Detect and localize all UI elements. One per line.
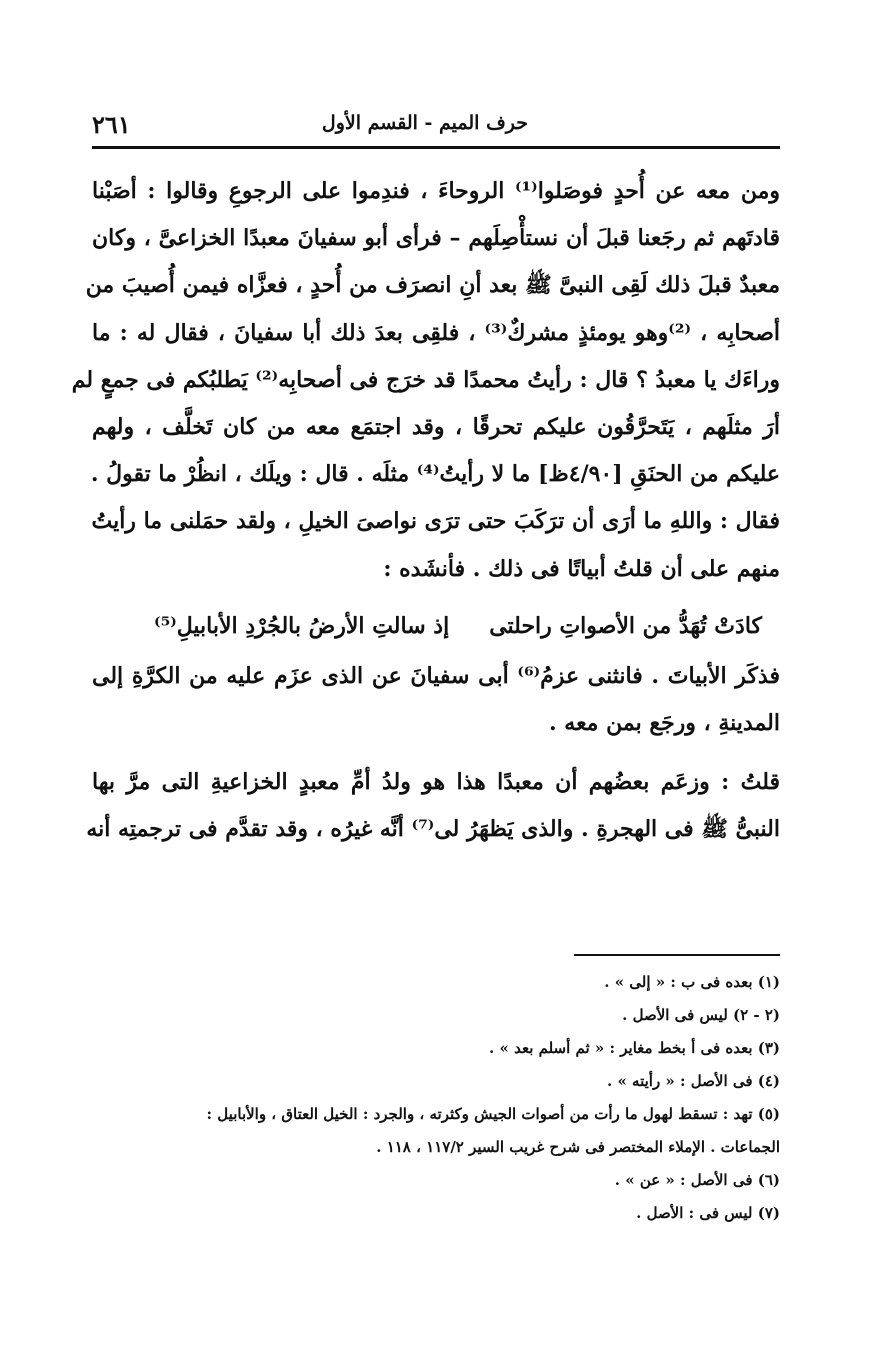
footnote-continuation: الجماعات . الإملاء المختصر فى شرح غريب السير ١١٧/٢ ، ١١٨ .: [376, 1138, 780, 1156]
text-line: النبىُّ ﷺ فى الهجرةِ . والذى يَظهَرُ لى⁽⁷⁾ أنَّه غيرُه ، وقد تقدَّم فى ترجمتِه أنه: [86, 816, 780, 843]
footnote-rule: [574, 954, 780, 956]
text-line: قلتُ : وزعَم بعضُهم أن معبدًا هذا هو ولدُ أمِّ معبدٍ الخزاعيةِ التى مرَّ بها: [92, 769, 780, 796]
text-line: فقال : واللهِ ما أرَى أن ترَكَبَ حتى ترَى نواصىَ الخيلِ ، ولقد حمَلنى ما رأيتُ: [91, 508, 780, 535]
running-title: حرف الميم - القسم الأول: [321, 112, 528, 134]
text-line: أرَ مثلَهم ، يَتَحرَّقُون عليكم تحرقًا ، وقد اجتمَع معه من كان تَخلَّف ، ولهم: [92, 413, 780, 440]
footnote: (١) بعده فى ب : « إلى » .: [604, 973, 780, 991]
verse-second-hemistich: إذ سالتِ الأرضُ بالجُرْدِ الأبابيلِ⁽⁵⁾: [154, 612, 450, 639]
footnote: (٧) ليس فى : الأصل .: [636, 1204, 780, 1222]
paragraph-1: [71, 168, 781, 593]
footnote: (٦) فى الأصل : « عن » .: [614, 1171, 780, 1189]
text-line: ومن معه عن أُحدٍ فوصَلوا⁽¹⁾ الروحاءَ ، فندِموا على الرجوعِ وقالوا : أصَبْنا: [92, 178, 780, 204]
paragraph-2: [92, 653, 780, 747]
text-line: المدينةِ ، ورجَع بمن معه .: [548, 709, 780, 736]
text-line: عليكم من الحنَقِ [٤/٩٠ظ] ما لا رأيتُ⁽⁴⁾ مثلَه . قال : ويلَك ، انظُرْ ما تقولُ .: [90, 461, 780, 488]
page-header: [92, 108, 780, 142]
paragraph-3: [86, 759, 780, 853]
text-line: قادتَهم ثم رجَعنا قبلَ أن نستأْصِلَهم – فرأى أبو سفيانَ معبدًا الخزاعىَّ ، وكان: [92, 225, 780, 252]
text-line: منهم على أن قلتُ أبياتًا فى ذلك . فأنشَده :: [383, 555, 780, 582]
text-line: أصحابِه ، ⁽²⁾وهو يومئذٍ مشركٌ⁽³⁾ ، فلقِى بعدَ ذلك أبا سفيانَ ، فقال له : ما: [92, 319, 781, 346]
footnote: (٤) فى الأصل : « رأيته » .: [607, 1072, 780, 1090]
text-line: وراءَك يا معبدُ ؟ قال : رأيتُ محمدًا قد خرَج فى أصحابِه⁽²⁾ يَطلبُكم فى جمعٍ لم: [71, 366, 780, 393]
verse-first-hemistich: كادَتْ تُهَدُّ من الأصواتِ راحلتى: [489, 612, 762, 639]
footnote: (٣) بعده فى أ بخط مغاير : « ثم أسلم بعد » .: [489, 1039, 780, 1057]
main-text: [71, 168, 781, 853]
footnote: (٢ - ٢) ليس فى الأصل .: [622, 1006, 780, 1024]
text-line: معبدٌ قبلَ ذلك لَقِى النبىَّ ﷺ بعد أنِ انصرَف من أُحدٍ ، فعزَّاه فيمن أُصيبَ من: [85, 272, 780, 299]
footnotes: [92, 966, 780, 1230]
text-line: فذكَر الأبياتَ . فانثنى عزمُ⁽⁶⁾ أبى سفيانَ عن الذى عزَم عليه من الكرَّةِ إلى: [92, 662, 780, 689]
paragraph-gap: [92, 747, 780, 759]
poetry-verse: [92, 599, 780, 653]
page-number: ٢٦١: [92, 110, 131, 139]
footnote: (٥) تهد : تسقط لهول ما رأت من أصوات الجيش وكثرته ، والجرد : الخيل العتاق ، والأبابيل :: [206, 1105, 780, 1123]
header-rule: [92, 146, 780, 149]
